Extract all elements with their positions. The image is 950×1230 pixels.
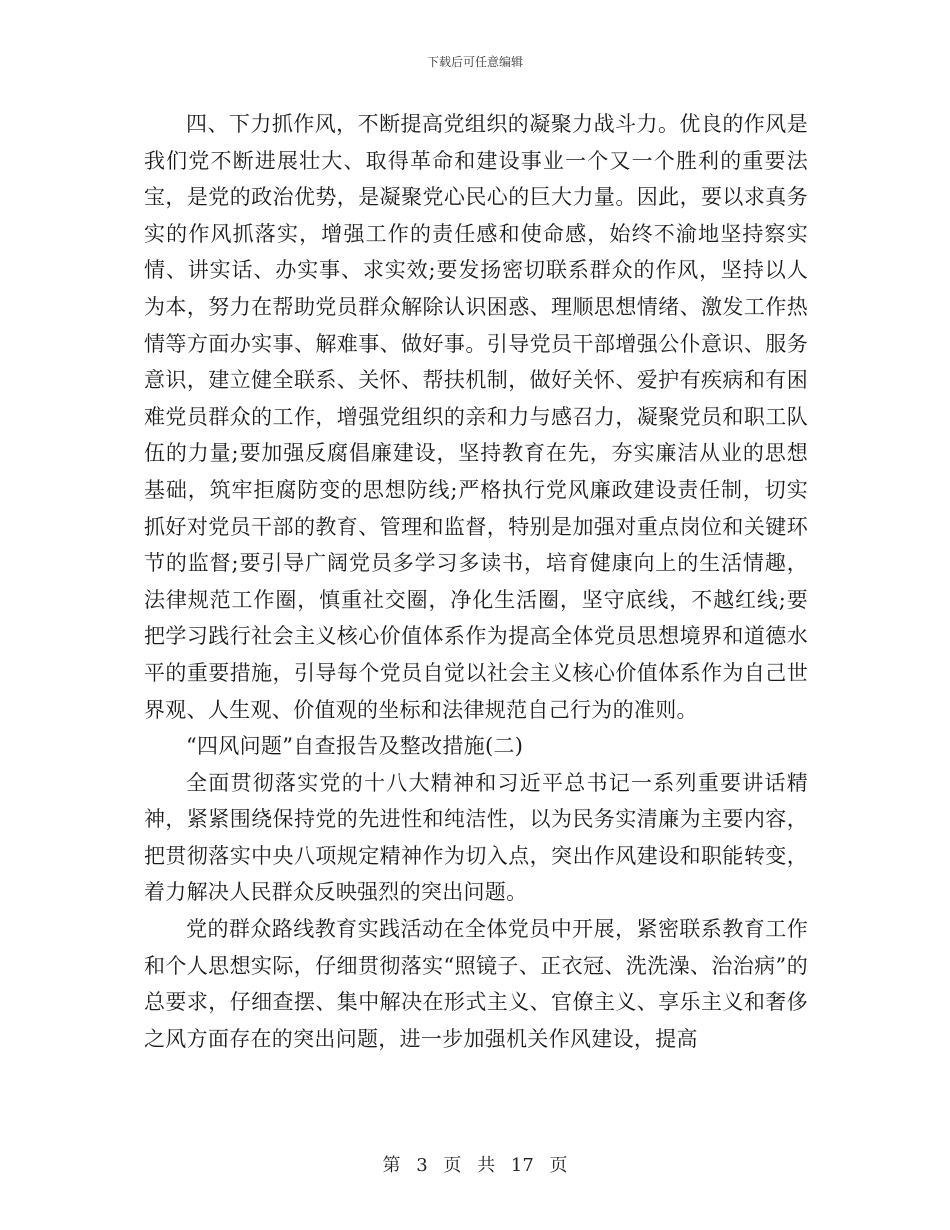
footer-suffix: 页 [549,1155,568,1176]
footer-prefix: 第 [382,1155,401,1176]
page-footer [0,1155,950,1177]
footer-current-page: 3 [416,1155,428,1176]
section-heading: “四风问题”自查报告及整改措施(二) [186,734,524,759]
page-header-note: 下载后可任意编辑 [426,55,523,69]
paragraph-style-section: 四、下力抓作风，不断提高党组织的凝聚力战斗力。优良的作风是我们党不断进展壮大、取得革命和建设事业一个又一个胜利的重要法宝，是党的政治优势，是凝聚党心民心的巨大力量。因此，要以求真务实的作风抓落实，增强工作的责任感和使命感，始终不渝地坚持察实情、讲实话、办实事、求实效;要发扬密切联系群众的作风，坚持以人为本，努力在帮助党员群众解除认识困惑、理顺思想情绪、激发工作热情等方面办实事、解难事、做好事。引导党员干部增强公仆意识、服务意识，建立健全联系、关怀、帮扶机制，做好关怀、爱护有疾病和有困难党员群众的工作，增强党组织的亲和力与感召力，凝聚党员和职工队伍的力量;要加强反腐倡廉建设，坚持教育在先，夯实廉洁从业的思想基础，筑牢拒腐防变的思想防线;严格执行党风廉政建设责任制，切实抓好对党员干部的教育、管理和监督，特别是加强对重点岗位和关键环节的监督;要引导广阔党员多学习多读书，培育健康向上的生活情趣，法律规范工作圈，慎重社交圈，净化生活圈，坚守底线，不越红线;要把学习践行社会主义核心价值体系作为提高全体党员思想境界和道德水平的重要措施，引导每个党员自觉以社会主义核心价值体系作为自己世界观、人生观、价值观的坐标和法律规范自己行为的准则。 [144,112,808,722]
footer-page-word: 页 [443,1155,462,1176]
paragraph-intro: 全面贯彻落实党的十八大精神和习近平总书记一系列重要讲话精神，紧紧围绕保持党的先进性和纯洁性，以为民务实清廉为主要内容，把贯彻落实中央八项规定精神作为切入点，突出作风建设和职能转变，着力解决人民群众反映强烈的突出问题。 [144,770,808,905]
document-body [144,106,808,1057]
footer-total-word: 共 [477,1155,496,1176]
paragraph-activity: 党的群众路线教育实践活动在全体党员中开展，紧密联系教育工作和个人思想实际，仔细贯彻落实“照镜子、正衣冠、洗洗澡、治治病”的总要求，仔细查摆、集中解决在形式主义、官僚主义、享乐主义和奢侈之风方面存在的突出问题，进一步加强机关作风建设，提高 [144,917,808,1051]
footer-total-pages: 17 [510,1155,534,1176]
